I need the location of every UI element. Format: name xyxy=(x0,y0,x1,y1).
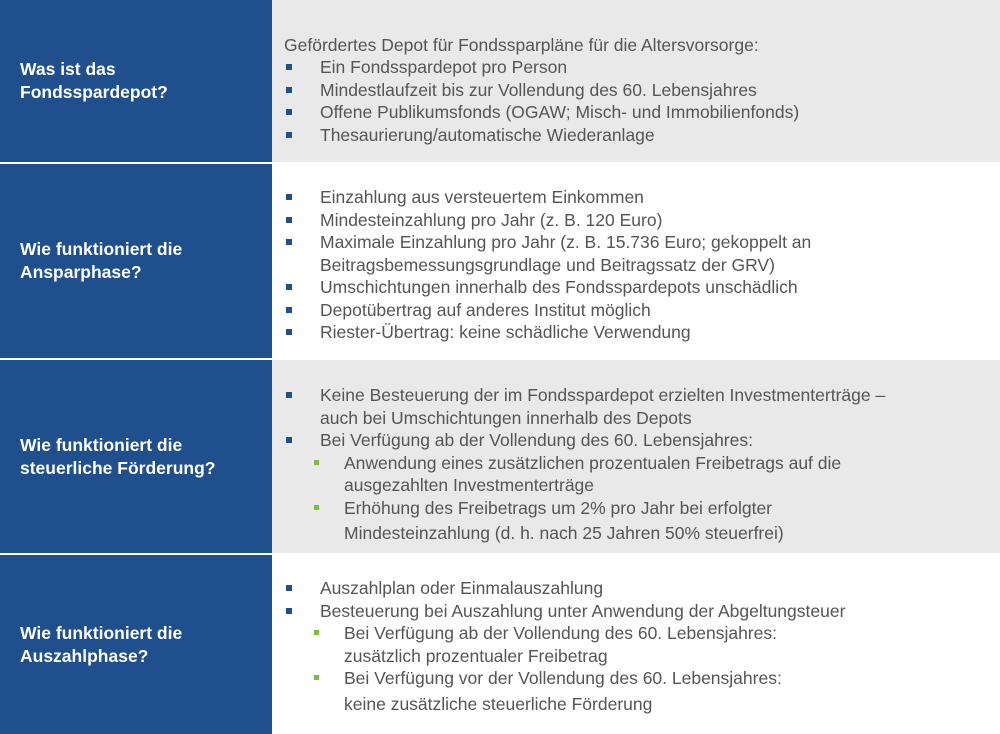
row-header-line: Was ist das xyxy=(20,59,116,79)
row-header-line: steuerliche Förderung? xyxy=(20,457,216,478)
row-header xyxy=(0,360,272,553)
bullet-list xyxy=(284,384,885,547)
intro-text: Gefördertes Depot für Fondssparpläne für die Altersvorsorge: xyxy=(284,35,759,55)
bullet-list xyxy=(284,56,799,146)
sub-list-item-continuation: keine zusätzliche steuerliche Förderung xyxy=(344,693,653,714)
square-bullet-icon xyxy=(286,109,292,115)
square-bullet-icon xyxy=(286,132,292,138)
sub-list-item: Bei Verfügung ab der Vollendung des 60. Lebensjahres: xyxy=(284,622,845,645)
square-bullet-icon xyxy=(286,585,292,591)
green-square-bullet-icon xyxy=(314,505,319,510)
square-bullet-icon xyxy=(286,239,292,245)
sub-list-item-continuation: zusätzlich prozentualer Freibetrag xyxy=(344,645,608,666)
row-content xyxy=(272,164,1000,358)
square-bullet-icon xyxy=(286,437,292,443)
row-header-line: Fondsspardepot? xyxy=(20,82,168,102)
row-auszahlphase xyxy=(0,555,1000,734)
list-item: Auszahlplan oder Einmalauszahlung xyxy=(284,577,845,600)
row-header-line: Ansparphase? xyxy=(20,262,142,282)
list-item: Ein Fondsspardepot pro Person xyxy=(284,56,799,79)
row-content xyxy=(272,555,1000,734)
square-bullet-icon xyxy=(286,608,292,614)
list-item-continuation: Beitragsbemessungsgrundlage und Beitragssatz der GRV) xyxy=(320,254,775,275)
list-item: Mindestlaufzeit bis zur Vollendung des 60. Lebensjahres xyxy=(284,79,799,102)
list-item: Besteuerung bei Auszahlung unter Anwendung der Abgeltungsteuer xyxy=(284,600,845,623)
square-bullet-icon xyxy=(286,194,292,200)
sub-list-item-continuation: Mindesteinzahlung (d. h. nach 25 Jahren 50% steuerfrei) xyxy=(344,523,784,543)
row-header xyxy=(0,0,272,162)
row-was-ist xyxy=(0,0,1000,162)
row-steuerliche-foerderung xyxy=(0,360,1000,553)
row-content xyxy=(272,0,1000,162)
list-item: Mindesteinzahlung pro Jahr (z. B. 120 Euro) xyxy=(284,209,811,232)
square-bullet-icon xyxy=(286,284,292,290)
green-square-bullet-icon xyxy=(314,630,319,635)
square-bullet-icon xyxy=(286,87,292,93)
sub-list-item: Bei Verfügung vor der Vollendung des 60. Lebensjahres: xyxy=(284,667,845,690)
sub-list-item: Erhöhung des Freibetrags um 2% pro Jahr bei erfolgter xyxy=(284,497,885,520)
list-item: Offene Publikumsfonds (OGAW; Misch- und Immobilienfonds) xyxy=(284,101,799,124)
square-bullet-icon xyxy=(286,329,292,335)
list-item: Depotübertrag auf anderes Institut möglich xyxy=(284,299,811,322)
square-bullet-icon xyxy=(286,307,292,313)
green-square-bullet-icon xyxy=(314,460,319,465)
list-item: Bei Verfügung ab der Vollendung des 60. Lebensjahres: xyxy=(284,429,885,452)
list-item-continuation: auch bei Umschichtungen innerhalb des Depots xyxy=(320,407,692,428)
row-header-line: Wie funktioniert die xyxy=(20,239,183,259)
row-header xyxy=(0,164,272,358)
list-item: Einzahlung aus versteuertem Einkommen xyxy=(284,186,811,209)
row-header xyxy=(0,555,272,734)
list-item: Keine Besteuerung der im Fondsspardepot erzielten Investmenterträge – xyxy=(284,384,885,407)
list-item: Thesaurierung/automatische Wiederanlage xyxy=(284,124,799,147)
list-item: Maximale Einzahlung pro Jahr (z. B. 15.736 Euro; gekoppelt an xyxy=(284,231,811,254)
bullet-list xyxy=(284,577,845,718)
sub-list-item: Anwendung eines zusätzlichen prozentualen Freibetrags auf die xyxy=(284,452,885,475)
row-content xyxy=(272,360,1000,553)
sub-list-item-continuation: ausgezahlten Investmenterträge xyxy=(344,475,595,495)
row-header-line: Auszahlphase? xyxy=(20,645,149,666)
square-bullet-icon xyxy=(286,64,292,70)
row-header-line: Wie funktioniert die xyxy=(20,622,183,643)
square-bullet-icon xyxy=(286,392,292,398)
green-square-bullet-icon xyxy=(314,675,319,680)
list-item: Umschichtungen innerhalb des Fondsspardepots unschädlich xyxy=(284,276,811,299)
row-header-line: Wie funktioniert die xyxy=(20,434,183,455)
list-item: Riester-Übertrag: keine schädliche Verwendung xyxy=(284,321,811,344)
row-ansparphase xyxy=(0,164,1000,358)
bullet-list xyxy=(284,186,811,344)
square-bullet-icon xyxy=(286,217,292,223)
